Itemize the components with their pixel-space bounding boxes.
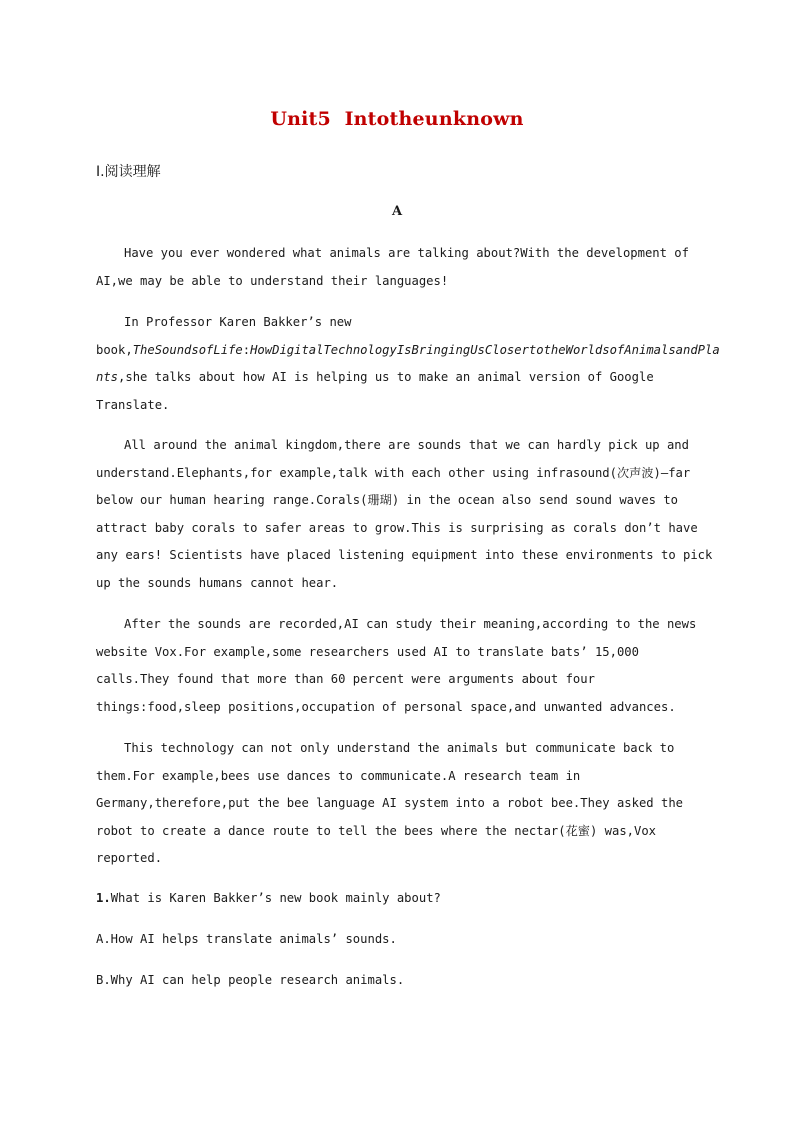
paragraph-line: things:food,sleep positions,occupation of personal space,and unwanted advances. [96,699,676,714]
paragraph-line: In Professor Karen Bakker’s new [124,315,352,329]
paragraph-4 [96,611,696,721]
question-number: 1. [96,891,111,905]
paragraph-line: up the sounds humans cannot hear. [96,575,339,590]
paragraph-line: Germany,therefore,put the bee language AI system into a robot bee.They asked the [96,796,683,810]
paragraph-line: Translate. [96,397,170,412]
paragraph-line [96,337,720,365]
text-fragment: book, [96,342,133,357]
paragraph-line: reported. [96,851,163,865]
paragraph-line: below our human hearing range.Corals(珊瑚) in the ocean also send sound waves to [96,493,679,507]
paragraph-line: understand.Elephants,for example,talk with each other using infrasound(次声波)—far [96,465,691,480]
paragraph-line [96,364,696,392]
question-text: What is Karen Bakker’s new book mainly about? [110,891,441,905]
book-title-part: HowDigitalTechnologyIsBringingUsClosertotheWorldsofAnimalsandPla [250,342,720,357]
paragraph-2 [96,309,720,419]
text-fragment: ,she talks about how AI is helping us to make an animal version of Google [118,370,654,384]
question-1-option-b: B.Why AI can help people research animals. [96,973,405,987]
paragraph-line: After the sounds are recorded,AI can study their meaning,according to the news [124,617,697,631]
paragraph-1 [96,240,696,295]
section-heading: Ⅰ.阅读理解 [96,164,161,180]
paragraph-line: any ears! Scientists have placed listening equipment into these environments to pick [96,548,713,562]
paragraph-line: All around the animal kingdom,there are sounds that we can hardly pick up and [124,438,689,452]
passage-label: A [391,204,403,219]
paragraph-line: This technology can not only understand the animals but communicate back to [124,741,675,755]
unit-title: Unit5 Intotheunknown [270,108,524,130]
paragraph-line: robot to create a dance route to tell the bees where the nectar(花蜜) was,Vox [96,823,657,838]
paragraph-line: AI,we may be able to understand their languages! [96,273,449,288]
paragraph-line: calls.They found that more than 60 percent were arguments about four [96,672,595,686]
book-title-part: TheSoundsofLife [132,342,243,357]
paragraph-line: them.For example,bees use dances to communicate.A research team in [96,768,581,783]
text-fragment: : [242,342,251,357]
question-1-stem [96,891,441,905]
question-1-option-a: A.How AI helps translate animals’ sounds. [96,932,397,946]
paragraph-line: website Vox.For example,some researchers used AI to translate bats’ 15,000 [96,644,639,659]
paragraph-5 [96,735,696,873]
book-title-part: nts [96,370,119,384]
paragraph-line: Have you ever wondered what animals are talking about?With the development of [124,246,689,260]
paragraph-line: attract baby corals to safer areas to grow.This is surprising as corals don’t have [96,520,698,535]
paragraph-3 [96,432,713,597]
